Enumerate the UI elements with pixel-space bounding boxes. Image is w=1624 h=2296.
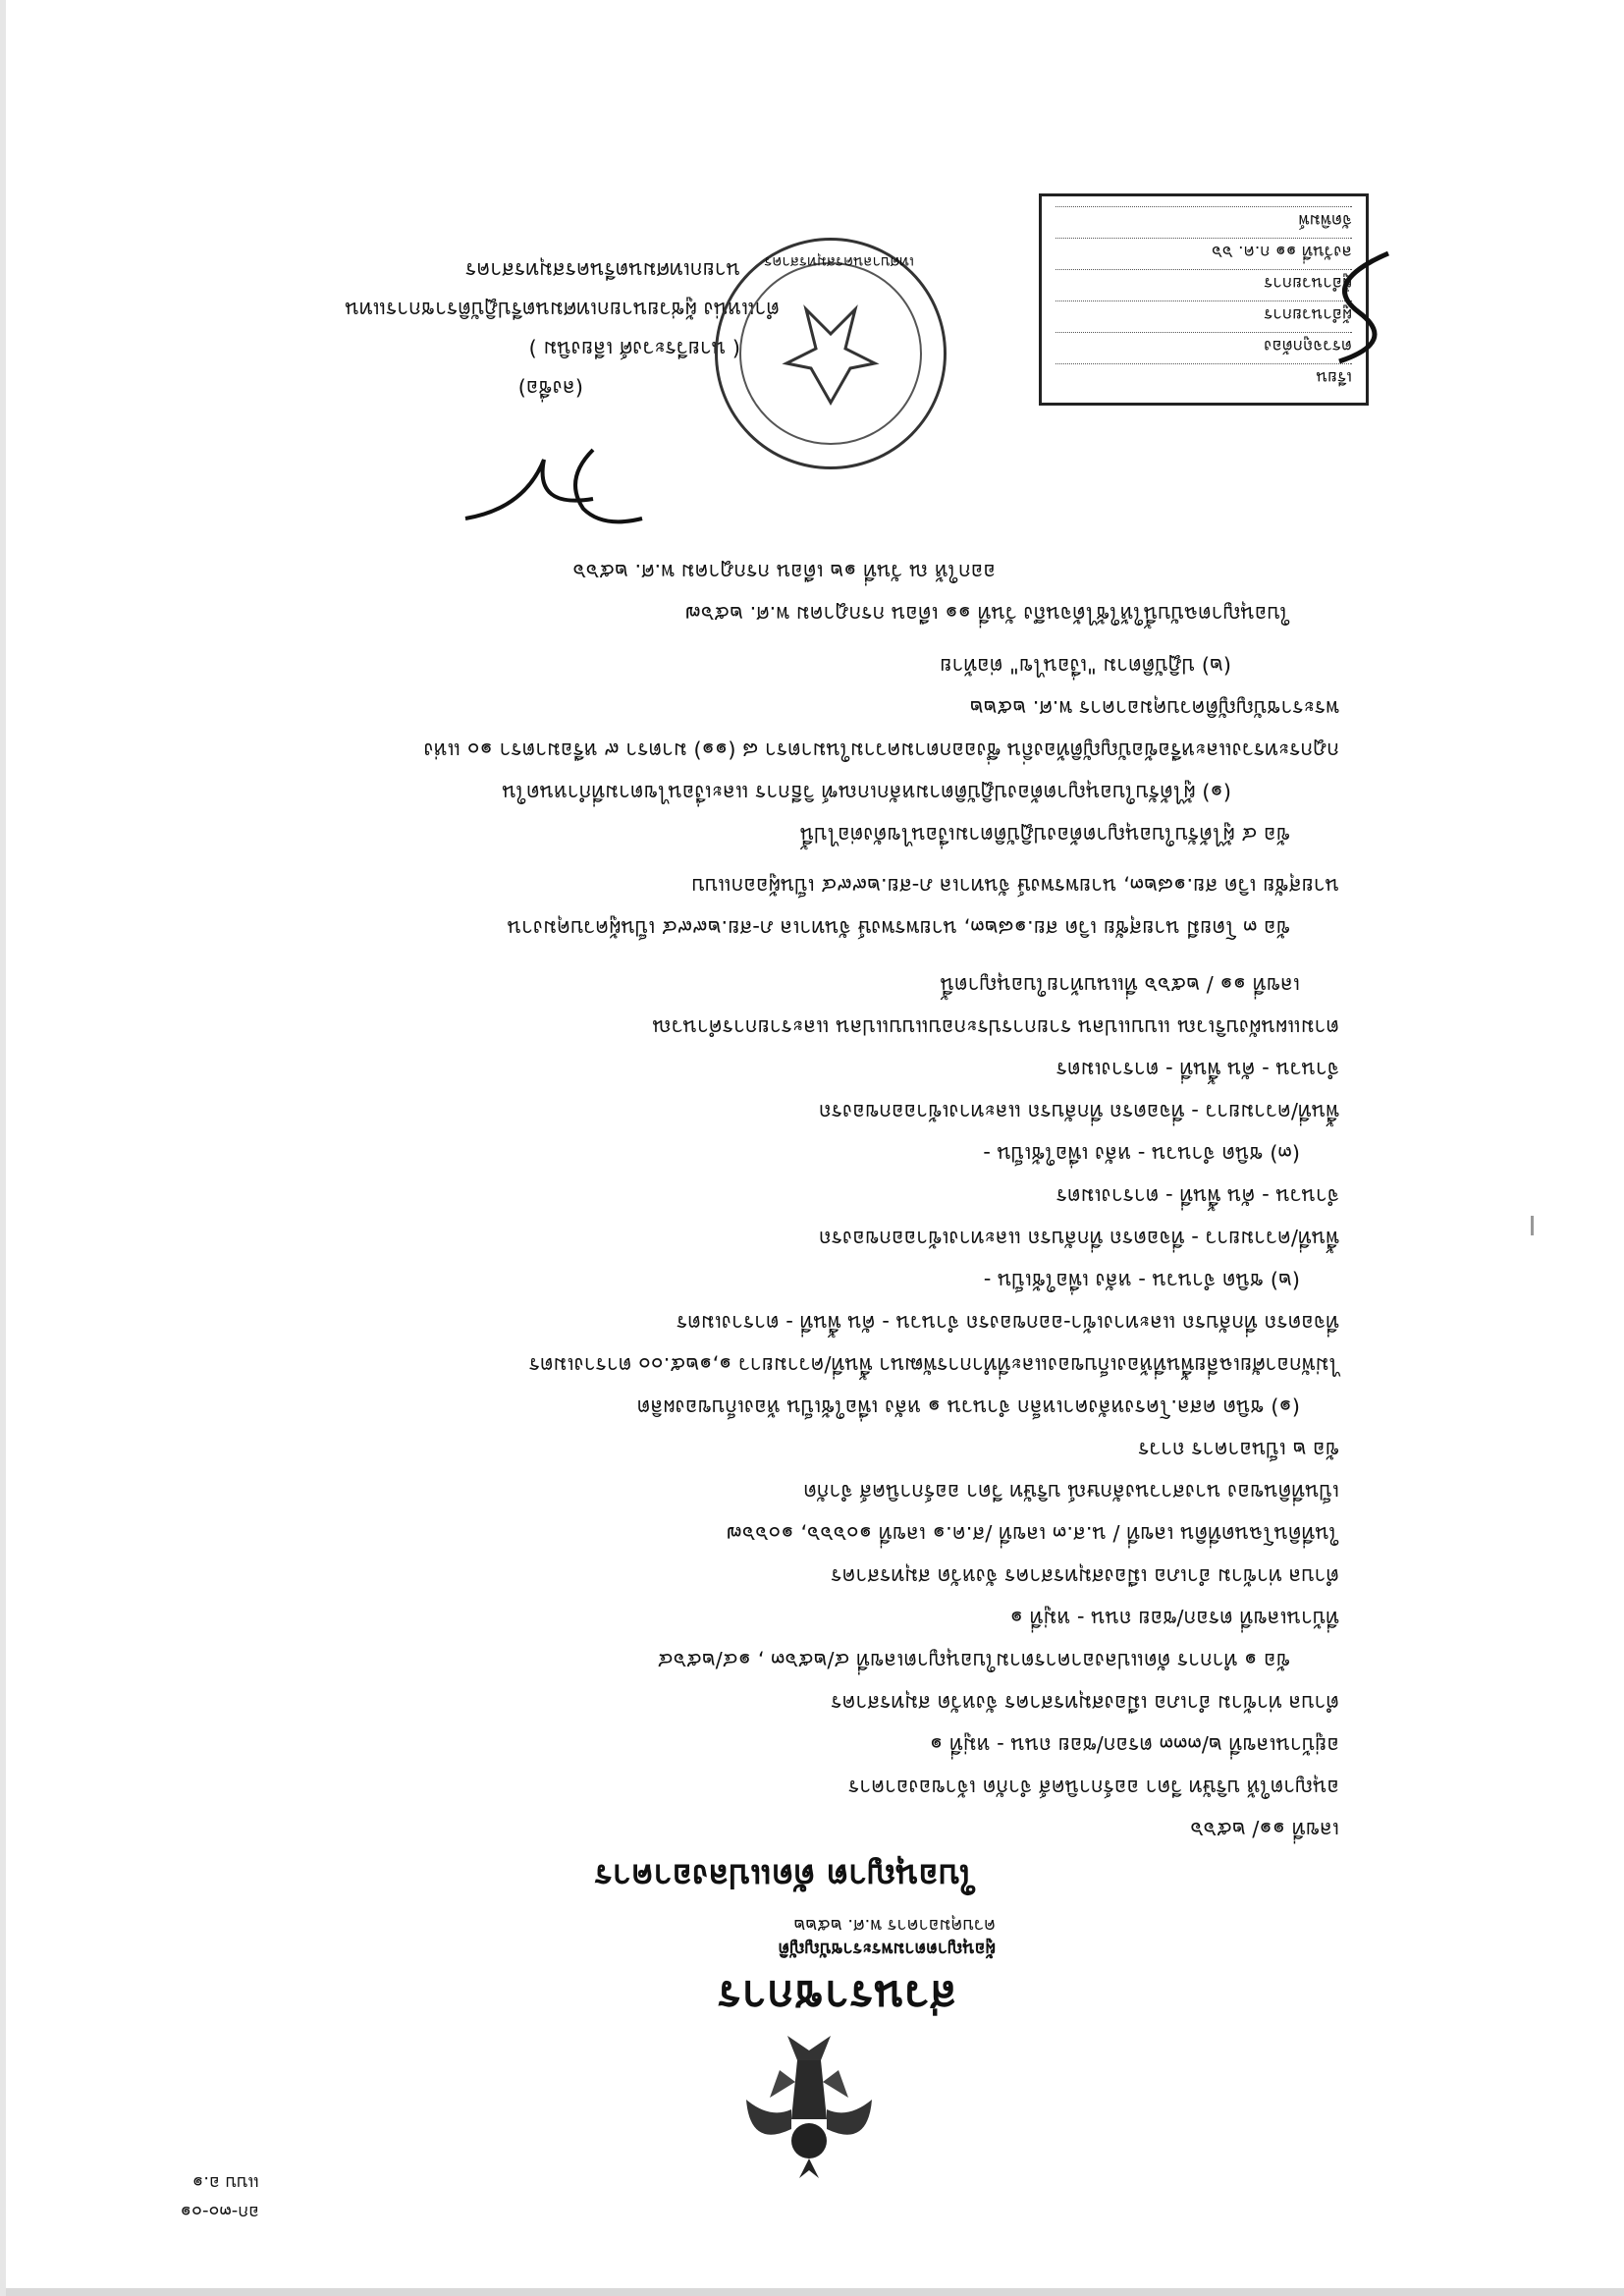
validity-line: ใบอนุญาตฉบับนี้ให้ใช้ได้จนถึง วันที่ ๑๑ เดือน กรกฎาคม พ.ศ. ๒๕๖๗ [685,602,1290,626]
handwritten-signature [446,430,662,538]
body-line: ในที่ดินโฉนดที่ดิน เลขที่ / น.ส.๓ เลขที่ /ส.ค.๑ เลขที่ ๑๐๖๖๖, ๑๐๖๖๗ [727,1522,1339,1546]
garuda-emblem-icon [740,2031,878,2188]
body-line: ข้อ ๒ เป็นอาคาร ถาวร [1138,1438,1339,1461]
body-line: (๒) ปฏิบัติตาม "เงื่อนไข" ต่อท้าย [940,654,1231,678]
issue-date-line: ออกให้ ณ วันที่ ๑๒ เดือน กรกฎาคม พ.ศ. ๒๕๖๖ [572,560,996,583]
body-line: อนุญาตให้ บริษัท วีดา ออร์กานิคส์ จำกัด เจ้าของอาคาร [848,1776,1339,1799]
stamp-row: ผู้อำนวยการ [1056,301,1352,328]
stamp-row: เรียน [1056,363,1352,391]
body-line: (๑) ชนิด คสล.โครงหลังคาเหล็ก จำนวน ๑ หลัง เพื่อใช้เป็น ห้องเก็บของผลิต [636,1395,1300,1419]
stamp-row: ลงวันที่ ๑๑ ก.ค. ๖๖ [1056,238,1352,265]
stamp-row: ผู้อำนวยการ [1056,269,1352,297]
form-code: อก-๓๐-๐๑ [180,2202,259,2222]
body-line: ตามแผนผังบริเวณ แบบแปลน รายการประกอบแบบแปลน และรายการคำนวณ [652,1015,1339,1039]
document-title: ใบอนุญาต ดัดแปลงอาคาร [594,1856,976,1895]
scan-edge [0,0,6,2296]
body-line: ที่จอดรถ ที่กลับรถ และทางเข้า-ออกของรถ จำนวน - คัน พื้นที่ - ตารางเมตร [676,1311,1339,1335]
official-seal-icon [715,238,947,469]
body-line: พื้นที่/ความยาว - ที่จอดรถ ที่กลับรถ และทางเข้าออกของรถ [819,1227,1339,1250]
scan-edge [0,2288,1624,2296]
signatory-name: ( นายวีระวงศ์ เลียงนิม ) [528,337,740,360]
office-title: ส่วนราชการ [717,1971,956,2021]
body-line: กฎกระทรวงและหรือข้อบัญญัติท้องถิ่น ซึ่งออกตามความในมาตรา ๘ (๑๑) มาตรา ๙ หรือมาตรา ๑๐ แห่ง [423,738,1339,762]
signatory-title: ตำแหน่ง ผู้ช่วยนายกเทศมนตรีปฏิบัติราชการแทน [345,298,780,321]
seal-text: เทศบาลนครสมุทรสาคร [764,253,914,271]
body-line: พื้นที่/ความยาว - ที่จอดรถ ที่กลับรถ และทางเข้าออกของรถ [819,1100,1339,1123]
body-line: ตำบล ท่าข้าม อำเภอ เมืองสมุทรสาคร จังหวัด สมุทรสาคร [831,1564,1339,1588]
agency-line: ควบคุมอาคาร พ.ศ. ๒๕๒๒ [793,1915,996,1936]
body-line: ข้อ ๔ ผู้ได้รับใบอนุญาตต้องปฏิบัติตามเงื่อนไขดังต่อไปนี้ [799,823,1290,847]
body-line: ข้อ ๑ ทำการ ดัดแปลงอาคารตามใบอนุญาตเลขที่ ๔/๒๕๖๓ , ๑๔/๒๕๖๔ [657,1649,1290,1672]
stamp-row: ตรวจถูกต้อง [1056,332,1352,359]
body-line: เป็นที่ดินของ นางสาวนงลักษณ์ บริษัท วีดา ออร์กานิคส์ จำกัด [803,1480,1339,1503]
scan-mark [1531,1216,1534,1235]
body-line: ตำบล ท่าข้าม อำเภอ เมืองสมุทรสาคร จังหวัด สมุทรสาคร [831,1691,1339,1715]
body-line: อยู่บ้านเลขที่ ๒/๓๓๓ ตรอก/ซอย ถนน - หมู่ที่ ๑ [929,1733,1339,1757]
body-line: (๑) ผู้ได้รับใบอนุญาตต้องปฏิบัติตามหลักเกณฑ์ วิธีการ และเงื่อนไขตามที่กำหนดใน [502,781,1231,804]
stamp-row: จัดพิมพ์ [1056,206,1352,234]
signature-label: (ลงชื่อ) [517,376,583,400]
body-line: นายสุชัย เวิด สย.๑๘๒๓, นายพรพงษ์ จันทาเล ภ-สย.๒๙๙๔ เป็นผู้ออกแบบ [691,874,1339,898]
body-line: (๒) ชนิด จำนวน - หลัง เพื่อใช้เป็น - [983,1269,1300,1292]
body-line: เลขที่ ๑๑ / ๒๕๖๖ ที่แนบท้ายใบอนุญาตนี้ [940,973,1300,997]
initial-signature [1310,234,1418,381]
body-line: (๓) ชนิด จำนวน - หลัง เพื่อใช้เป็น - [983,1142,1300,1166]
body-line: จำนวน - คัน พื้นที่ - ตารางเมตร [1056,1184,1339,1208]
body-line: จำนวน - คัน พื้นที่ - ตารางเมตร [1056,1058,1339,1081]
body-line: ไม่พักอาศัยเฉลี่ยพื้นที่ห้องเก็บของและที่ทำการพัฒนา พื้นที่/ความยาว ๑,๑๒๕.๐๐ ตารางเมตร [528,1353,1339,1377]
agency-line: ผู้อนุญาตตามพระราชบัญญัติ [778,1939,996,1959]
signatory-title: นายกเทศมนตรีนครสมุทรสาคร [464,258,740,282]
document-number: เลขที่ ๑๑/ ๒๕๖๖ [1190,1818,1339,1841]
form-type: แบบ อ.๑ [191,2172,259,2193]
body-line: ที่บ้านเลขที่ ตรอก/ซอย ถนน - หมู่ที่ ๑ [1009,1607,1339,1630]
body-line: พระราชบัญญัติควบคุมอาคาร พ.ศ. ๒๕๒๒ [969,696,1339,720]
body-line: ข้อ ๓ โดยมี นายสุชัย เวิด สย.๑๘๒๓, นายพรพงษ์ จันทาเล ภ-สย.๒๙๙๔ เป็นผู้ควบคุมงาน [507,916,1290,940]
